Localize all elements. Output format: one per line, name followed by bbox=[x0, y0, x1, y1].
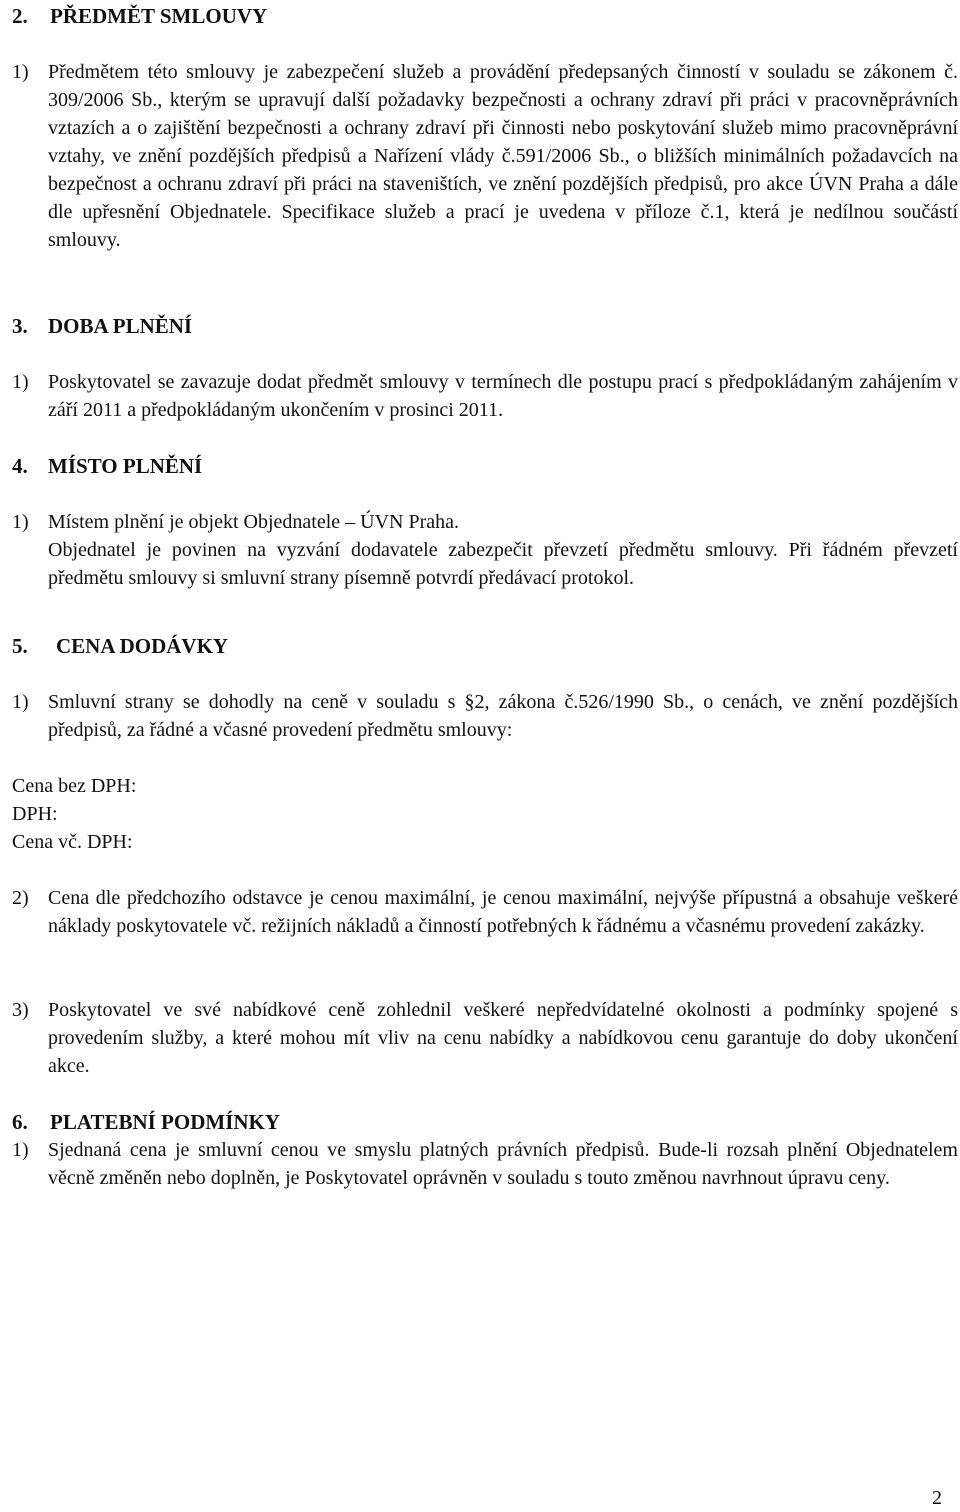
paragraph bbox=[48, 1136, 958, 1192]
paragraph bbox=[48, 996, 958, 1080]
paragraph-text: Cena dle předchozího odstavce je cenou maximální, je cenou maximální, nejvýše přípustná a obsahuje veškeré náklady poskytovatele vč. režijních nákladů a činností potřebných k řádnému a včasnému provedení zakázky. bbox=[48, 887, 958, 937]
item-number: 3) bbox=[12, 999, 29, 1021]
price-without-vat-label: Cena bez DPH: bbox=[12, 775, 137, 797]
list-item bbox=[12, 688, 958, 744]
section-title: MÍSTO PLNĚNÍ bbox=[48, 454, 203, 478]
section-number: 2. bbox=[12, 4, 28, 28]
paragraph bbox=[48, 508, 958, 592]
page-number: 2 bbox=[932, 1487, 942, 1509]
section-heading-duration bbox=[12, 312, 192, 340]
paragraph bbox=[48, 688, 958, 744]
list-item bbox=[12, 58, 958, 254]
paragraph bbox=[48, 58, 958, 254]
section-heading-price bbox=[12, 632, 228, 660]
section-title: DOBA PLNĚNÍ bbox=[48, 314, 193, 338]
paragraph-text: Místem plnění je objekt Objednatele – ÚVN Praha. bbox=[48, 511, 460, 533]
section-number: 3. bbox=[12, 314, 28, 338]
section-heading-subject bbox=[12, 2, 267, 30]
paragraph bbox=[48, 884, 958, 940]
paragraph bbox=[48, 368, 958, 424]
section-number: 4. bbox=[12, 454, 28, 478]
list-item bbox=[12, 508, 958, 592]
item-number: 1) bbox=[12, 691, 29, 713]
section-title: PŘEDMĚT SMLOUVY bbox=[50, 4, 268, 28]
paragraph-text: Předmětem této smlouvy je zabezpečení služeb a provádění předepsaných činností v souladu se zákonem č. 309/2006 Sb., kterým se upravují další požadavky bezpečnosti a ochrany zdraví při práci v pracovněprávních vztazích a o zajištění bezpečnosti a ochrany zdraví při činnosti nebo poskytování služeb mimo pracovněprávní vztahy, ve znění pozdějších předpisů a Nařízení vlády č.591/2006 Sb., o bližších minimálních požadavcích na bezpečnost a ochranu zdraví při práci na staveništích, ve znění pozdějších předpisů, pro akce ÚVN Praha a dále dle upřesnění Objednatele. Specifikace služeb a prací je uvedena v příloze č.1, která je nedílnou součástí smlouvy. bbox=[48, 61, 958, 251]
list-item bbox=[12, 996, 958, 1080]
paragraph-text: Poskytovatel ve své nabídkové ceně zohlednil veškeré nepředvídatelné okolnosti a podmínky spojené s provedením služby, a které mohou mít vliv na cenu nabídky a nabídkovou cenu garantuje do doby ukončení akce. bbox=[48, 999, 958, 1077]
paragraph-text: Smluvní strany se dohodly na ceně v souladu s §2, zákona č.526/1990 Sb., o cenách, ve znění pozdějších předpisů, za řádné a včasné provedení předmětu smlouvy: bbox=[48, 691, 958, 741]
paragraph-text: Sjednaná cena je smluvní cenou ve smyslu platných právních předpisů. Bude-li rozsah plnění Objednatelem věcně změněn nebo doplněn, je Poskytovatel oprávněn v souladu s touto změnou navrhnout úpravu ceny. bbox=[48, 1139, 958, 1189]
item-number: 1) bbox=[12, 371, 29, 393]
section-number: 6. bbox=[12, 1110, 28, 1134]
list-item bbox=[12, 1136, 958, 1192]
item-number: 1) bbox=[12, 1139, 29, 1161]
item-number: 1) bbox=[12, 61, 29, 83]
item-number: 1) bbox=[12, 511, 29, 533]
vat-label: DPH: bbox=[12, 803, 58, 825]
price-with-vat-label: Cena vč. DPH: bbox=[12, 831, 133, 853]
item-number: 2) bbox=[12, 887, 29, 909]
paragraph-text: Poskytovatel se zavazuje dodat předmět smlouvy v termínech dle postupu prací s předpokládaným zahájením v září 2011 a předpokládaným ukončením v prosinci 2011. bbox=[48, 371, 958, 421]
section-heading-place bbox=[12, 452, 202, 480]
section-title: PLATEBNÍ PODMÍNKY bbox=[50, 1110, 281, 1134]
section-title: CENA DODÁVKY bbox=[56, 634, 229, 658]
section-number: 5. bbox=[12, 634, 28, 658]
paragraph-text: Objednatel je povinen na vyzvání dodavatele zabezpečit převzetí předmětu smlouvy. Při řádném převzetí předmětu smlouvy si smluvní strany písemně potvrdí předávací protokol. bbox=[48, 539, 958, 589]
section-heading-payment bbox=[12, 1108, 280, 1136]
list-item bbox=[12, 368, 958, 424]
list-item bbox=[12, 884, 958, 940]
